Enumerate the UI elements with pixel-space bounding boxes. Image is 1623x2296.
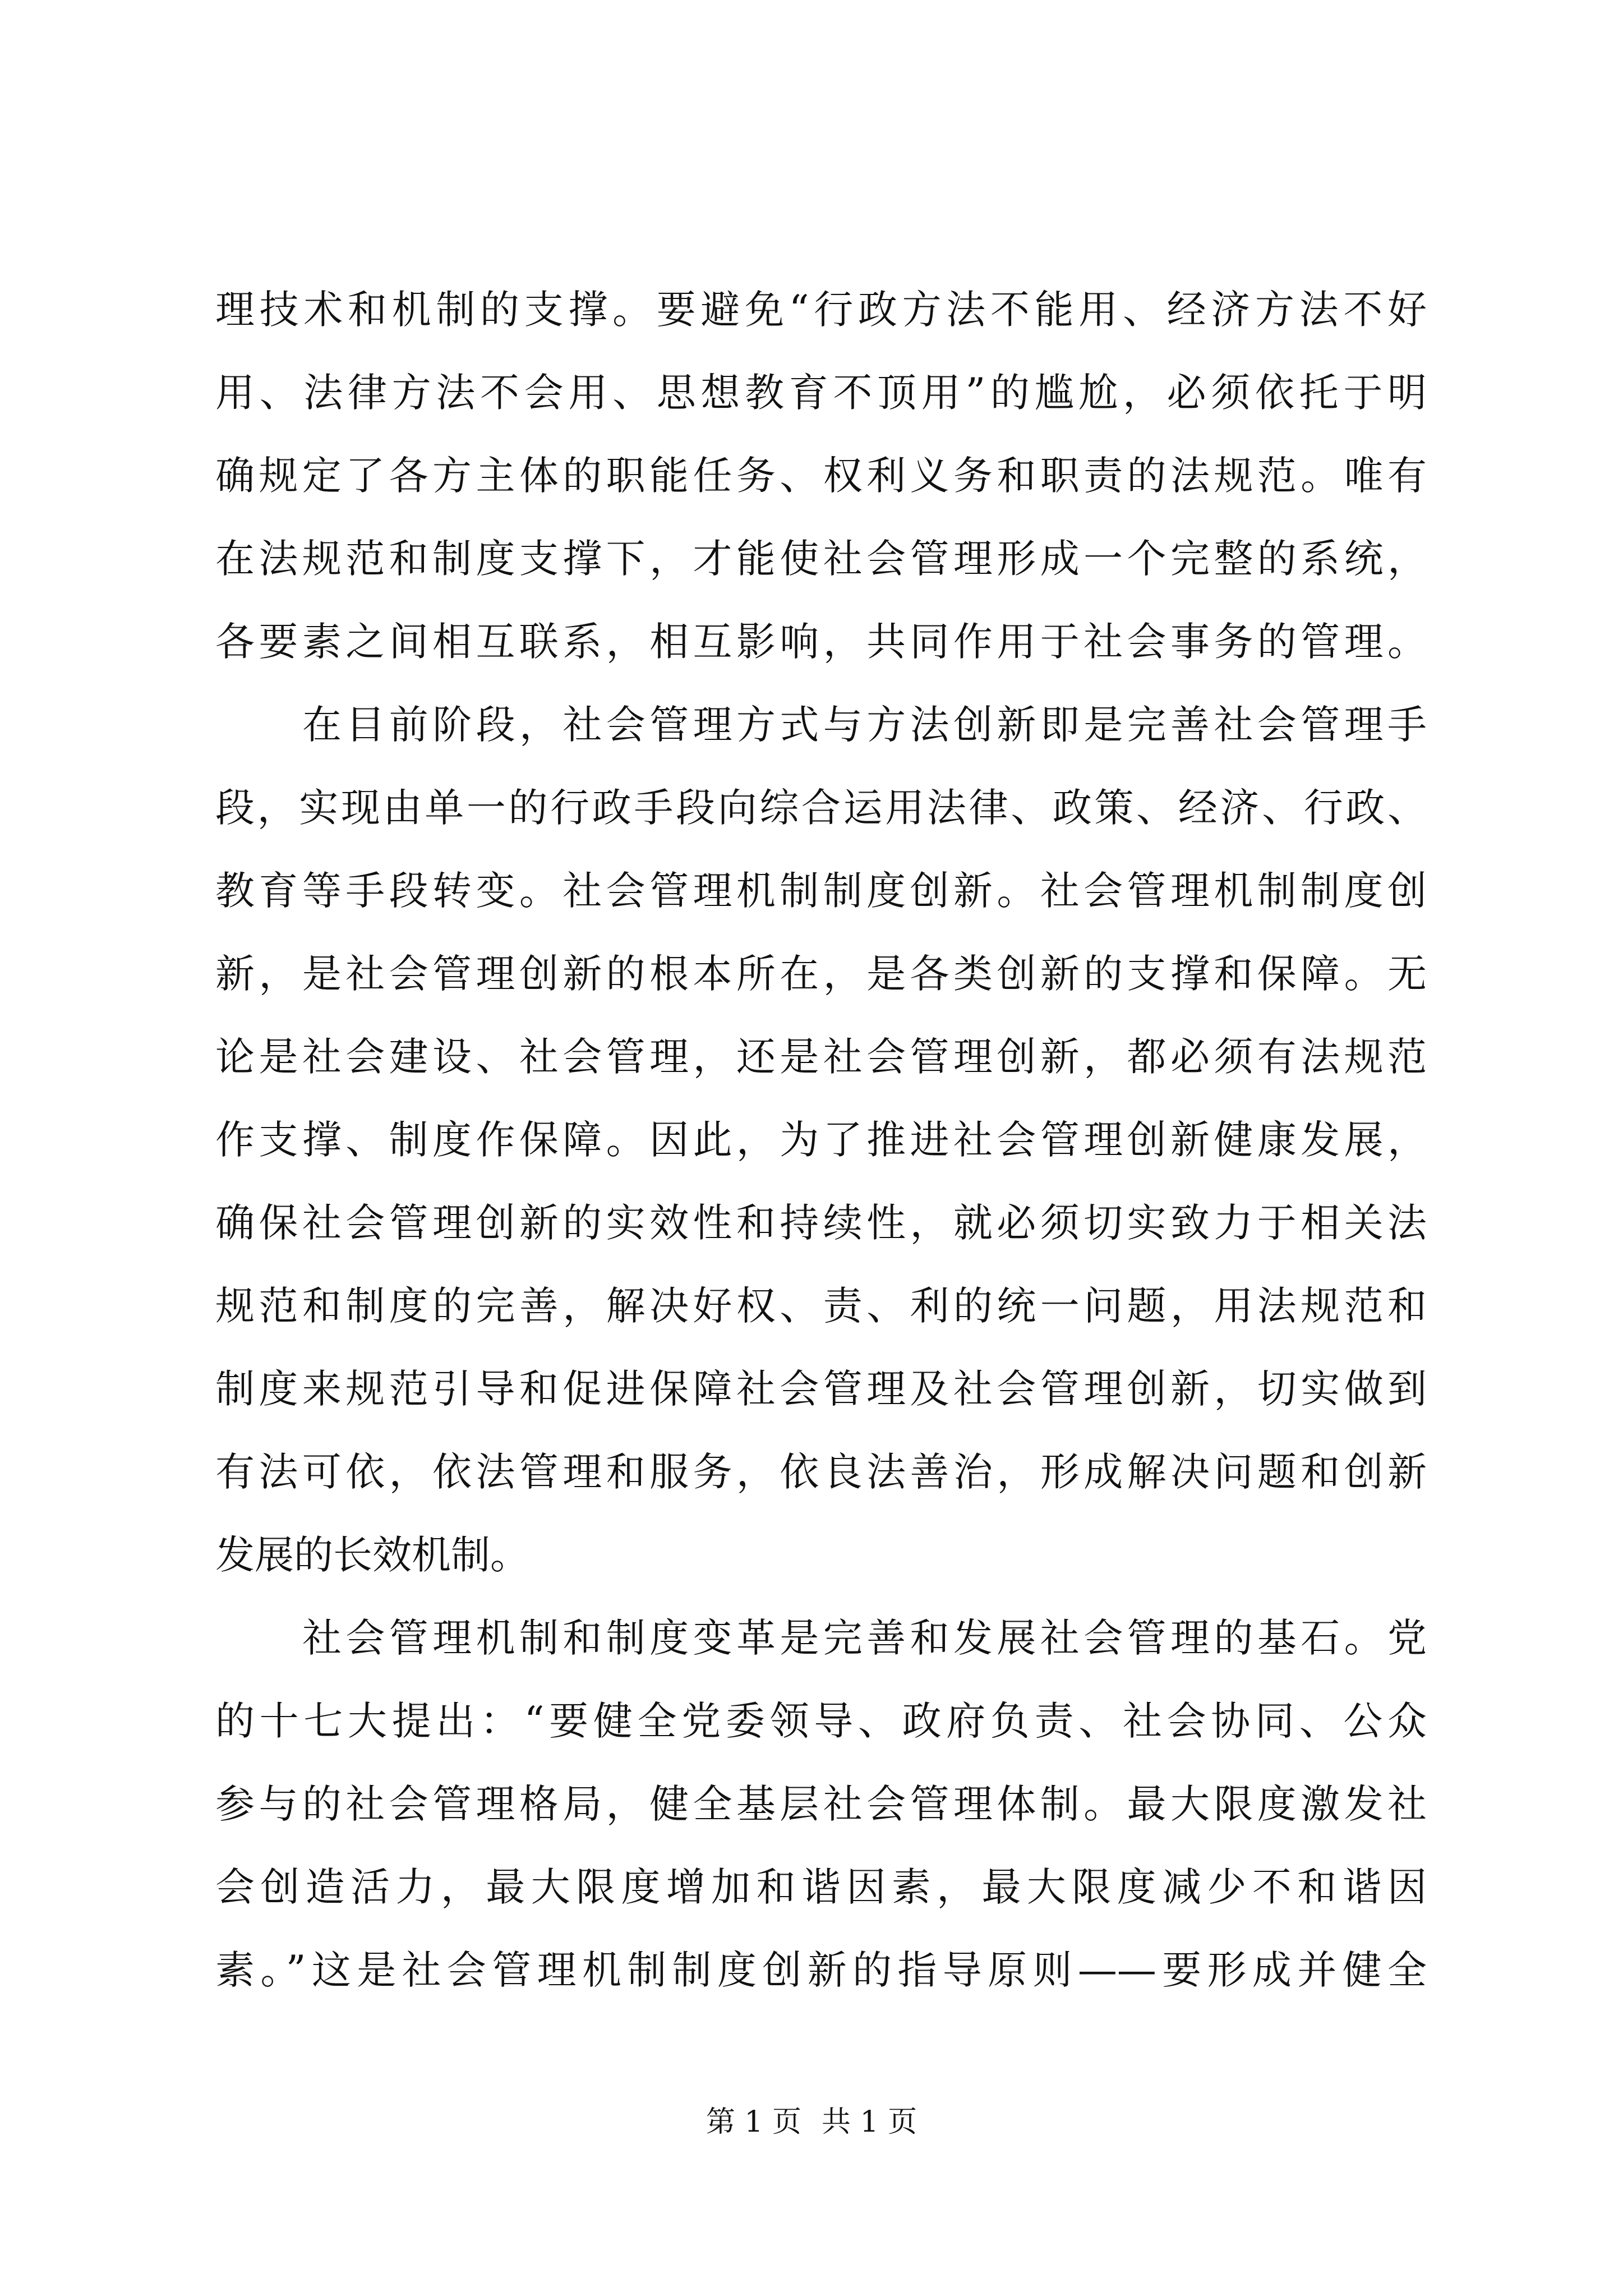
text-line: 确规定了各方主体的职能任务、权利义务和职责的法规范。唯有 (215, 453, 1427, 499)
text-line: 作支撑、制度作保障。因此，为了推进社会管理创新健康发展， (215, 1117, 1427, 1163)
paragraph-first-line: 社会管理机制和制度变革是完善和发展社会管理的基石。党 (302, 1615, 1427, 1661)
text-line: 有法可依，依法管理和服务，依良法善治，形成解决问题和创新 (215, 1449, 1427, 1495)
text-line: 段，实现由单一的行政手段向综合运用法律、政策、经济、行政、 (215, 785, 1427, 831)
paragraph-last-line: 发展的长效机制。 (215, 1532, 529, 1578)
text-line: 用、法律方法不会用、思想教育不顶用”的尴尬，必须依托于明 (215, 370, 1427, 416)
text-line: 理技术和机制的支撑。要避免“行政方法不能用、经济方法不好 (215, 287, 1427, 333)
text-line: 会创造活力，最大限度增加和谐因素，最大限度减少不和谐因 (215, 1864, 1427, 1910)
paragraph-first-line: 在目前阶段，社会管理方式与方法创新即是完善社会管理手 (302, 702, 1427, 748)
text-line: 各要素之间相互联系，相互影响，共同作用于社会事务的管理。 (215, 619, 1427, 665)
document-body (215, 268, 1427, 2012)
text-line: 确保社会管理创新的实效性和持续性，就必须切实致力于相关法 (215, 1200, 1427, 1246)
text-line: 教育等手段转变。社会管理机制制度创新。社会管理机制制度创 (215, 868, 1427, 914)
text-line: 规范和制度的完善，解决好权、责、利的统一问题，用法规范和 (215, 1283, 1427, 1329)
text-line: 新，是社会管理创新的根本所在，是各类创新的支撑和保障。无 (215, 951, 1427, 997)
text-line: 在法规范和制度支撑下，才能使社会管理形成一个完整的系统， (215, 536, 1427, 582)
text-line: 制度来规范引导和促进保障社会管理及社会管理创新，切实做到 (215, 1366, 1427, 1412)
text-line: 素。”这是社会管理机制制度创新的指导原则——要形成并健全 (215, 1947, 1427, 1993)
text-line: 论是社会建设、社会管理，还是社会管理创新，都必须有法规范 (215, 1034, 1427, 1080)
text-line: 的十七大提出：“要健全党委领导、政府负责、社会协同、公众 (215, 1698, 1427, 1744)
text-line: 参与的社会管理格局，健全基层社会管理体制。最大限度激发社 (215, 1781, 1427, 1827)
page-footer (0, 2102, 1623, 2142)
page-total: 共 1 页 (822, 2105, 917, 2139)
page-number: 第 1 页 (706, 2105, 801, 2139)
